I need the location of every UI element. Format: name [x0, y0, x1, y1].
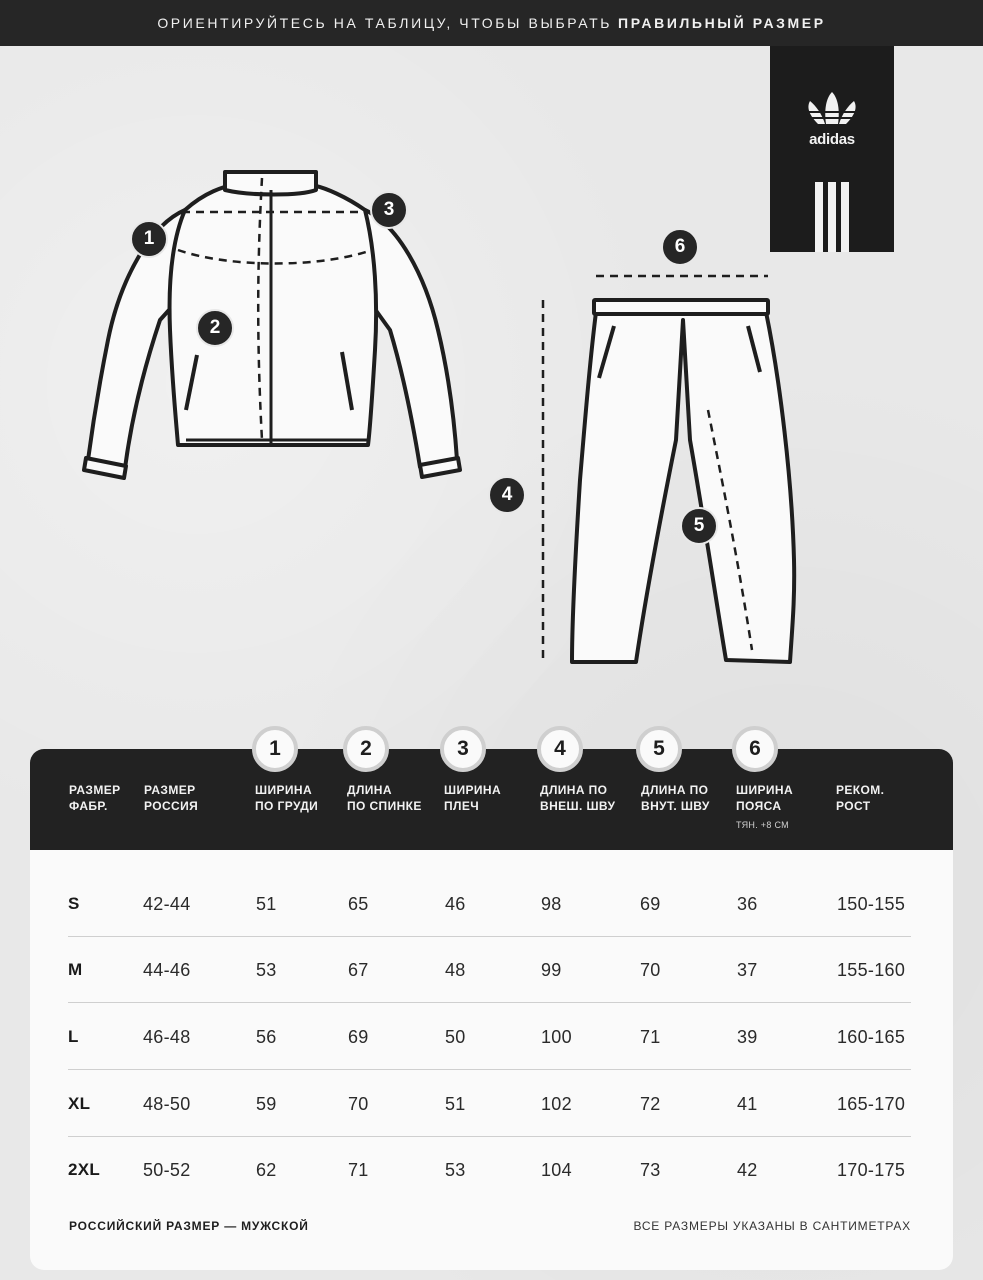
cell-shoulders: 51 — [445, 1094, 466, 1114]
cell-back-length: 71 — [348, 1160, 369, 1180]
cell-waist: 41 — [737, 1094, 758, 1114]
header-text: ОРИЕНТИРУЙТЕСЬ НА ТАБЛИЦУ, ЧТОБЫ ВЫБРАТЬ — [157, 15, 613, 31]
column-badge-3: 3 — [440, 726, 486, 772]
cell-ru-size: 42-44 — [143, 894, 191, 914]
waist-stretch-note: ТЯН. +8 СМ — [736, 820, 789, 830]
cell-inseam: 71 — [640, 1027, 661, 1047]
cell-fab-size: XL — [68, 1094, 91, 1113]
table-header — [30, 749, 953, 850]
cell-outseam: 102 — [541, 1094, 572, 1114]
cell-height: 155-160 — [837, 960, 906, 980]
cell-fab-size: M — [68, 960, 83, 979]
column-header-inseam: ДЛИНА ПО ВНУТ. ШВУ — [641, 783, 710, 813]
cell-inseam: 73 — [640, 1160, 661, 1180]
cell-shoulders: 48 — [445, 960, 466, 980]
header-text-bold: ПРАВИЛЬНЫЙ РАЗМЕР — [618, 15, 826, 31]
cell-outseam: 99 — [541, 960, 562, 980]
footer-note-right: ВСЕ РАЗМЕРЫ УКАЗАНЫ В САНТИМЕТРАХ — [633, 1219, 911, 1233]
cell-inseam: 72 — [640, 1094, 661, 1114]
cell-back-length: 70 — [348, 1094, 369, 1114]
column-badge-5: 5 — [636, 726, 682, 772]
cell-shoulders: 46 — [445, 894, 466, 914]
table-row — [68, 937, 911, 1003]
cell-chest: 56 — [256, 1027, 277, 1047]
cell-back-length: 67 — [348, 960, 369, 980]
column-header-shoulders: ШИРИНА ПЛЕЧ — [444, 783, 502, 813]
cell-inseam: 70 — [640, 960, 661, 980]
cell-back-length: 69 — [348, 1027, 369, 1047]
cell-chest: 53 — [256, 960, 277, 980]
diagram-badge-3: 3 — [370, 191, 408, 229]
size-table — [30, 749, 953, 1270]
cell-waist: 36 — [737, 894, 758, 914]
column-header-ru-size: РАЗМЕР РОССИЯ — [144, 783, 199, 813]
column-header-waist: ШИРИНА ПОЯСА — [736, 783, 794, 813]
cell-waist: 39 — [737, 1027, 758, 1047]
cell-height: 150-155 — [837, 894, 906, 914]
cell-outseam: 100 — [541, 1027, 572, 1047]
cell-ru-size: 44-46 — [143, 960, 191, 980]
column-header-outseam: ДЛИНА ПО ВНЕШ. ШВУ — [540, 783, 616, 813]
brand-logo-text: adidas — [809, 131, 855, 148]
cell-fab-size: 2XL — [68, 1160, 101, 1179]
cell-chest: 62 — [256, 1160, 277, 1180]
column-header-fab-size: РАЗМЕР ФАБР. — [69, 783, 121, 813]
cell-ru-size: 50-52 — [143, 1160, 191, 1180]
column-badge-6: 6 — [732, 726, 778, 772]
cell-outseam: 104 — [541, 1160, 572, 1180]
cell-chest: 59 — [256, 1094, 277, 1114]
cell-back-length: 65 — [348, 894, 369, 914]
column-header-height: РЕКОМ. РОСТ — [836, 783, 885, 813]
footer-note-left: РОССИЙСКИЙ РАЗМЕР — МУЖСКОЙ — [69, 1219, 309, 1233]
table-row — [68, 1071, 911, 1137]
diagram-badge-4: 4 — [488, 476, 526, 514]
cell-waist: 37 — [737, 960, 758, 980]
column-badge-1: 1 — [252, 726, 298, 772]
cell-ru-size: 48-50 — [143, 1094, 191, 1114]
diagram-badge-5: 5 — [680, 507, 718, 545]
cell-waist: 42 — [737, 1160, 758, 1180]
column-header-chest: ШИРИНА ПО ГРУДИ — [255, 783, 319, 813]
column-badge-2: 2 — [343, 726, 389, 772]
cell-inseam: 69 — [640, 894, 661, 914]
cell-height: 170-175 — [837, 1160, 906, 1180]
cell-fab-size: L — [68, 1027, 79, 1046]
cell-shoulders: 50 — [445, 1027, 466, 1047]
cell-shoulders: 53 — [445, 1160, 466, 1180]
diagram-badge-2: 2 — [196, 309, 234, 347]
cell-ru-size: 46-48 — [143, 1027, 191, 1047]
column-badge-4: 4 — [537, 726, 583, 772]
diagram-badge-6: 6 — [661, 228, 699, 266]
table-row — [68, 1137, 911, 1203]
column-header-back-length: ДЛИНА ПО СПИНКЕ — [347, 783, 422, 813]
cell-chest: 51 — [256, 894, 277, 914]
cell-fab-size: S — [68, 894, 80, 913]
cell-height: 160-165 — [837, 1027, 906, 1047]
cell-height: 165-170 — [837, 1094, 906, 1114]
table-row — [68, 1004, 911, 1070]
table-row — [68, 871, 911, 937]
cell-outseam: 98 — [541, 894, 562, 914]
diagram-badge-1: 1 — [130, 220, 168, 258]
